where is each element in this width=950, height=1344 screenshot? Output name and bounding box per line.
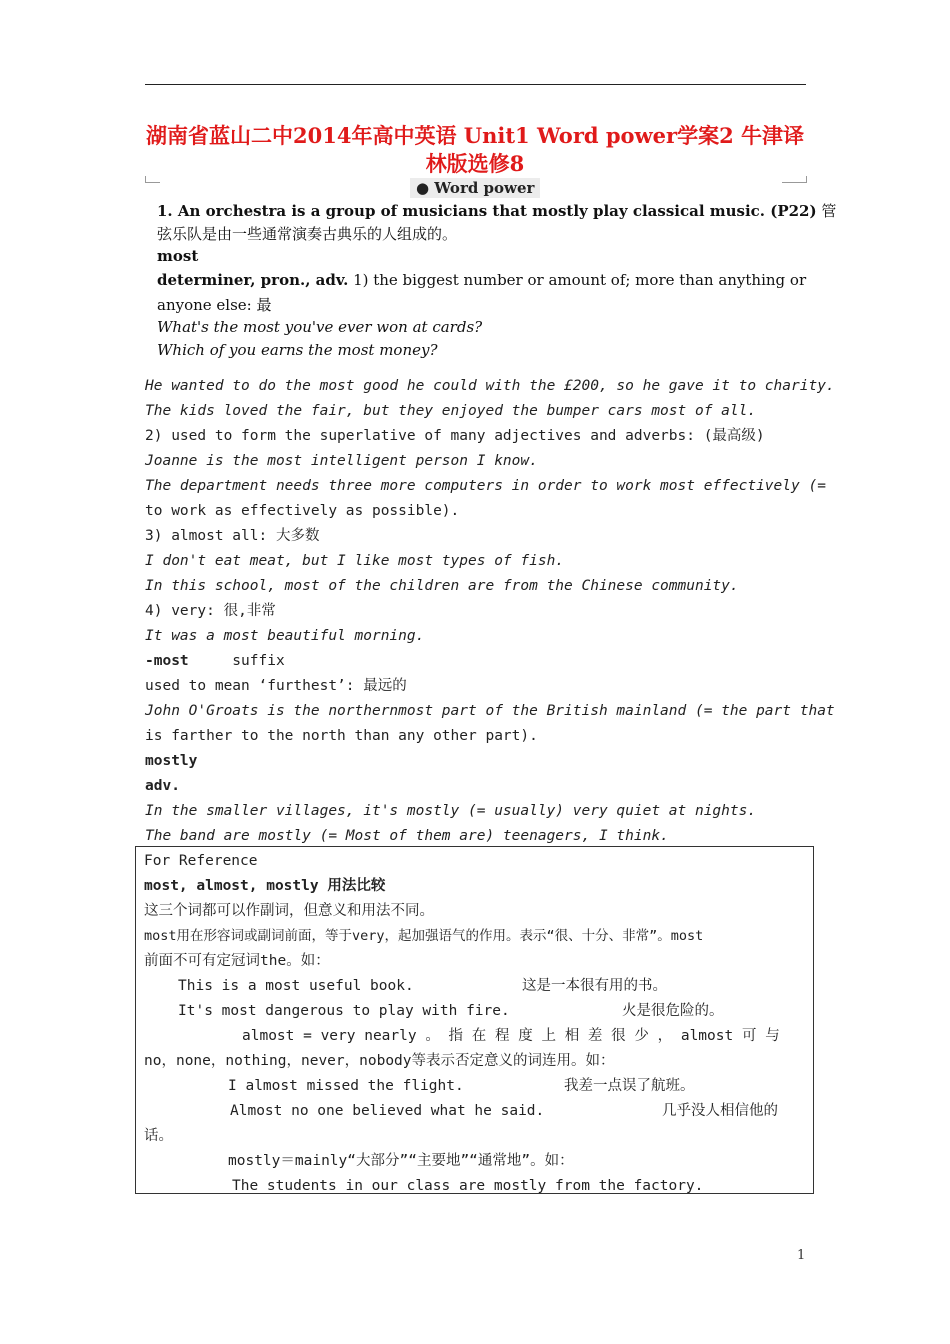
body-line-12	[145, 649, 807, 673]
margin-corner-right	[782, 176, 807, 183]
ref-example-5: The students in our class are mostly from the factory.	[232, 1178, 704, 1194]
body-line-17: adv.	[145, 778, 180, 794]
suffix-most: -most	[145, 653, 189, 669]
reference-box	[135, 846, 814, 1194]
body-line-11: It was a most beautiful morning.	[145, 628, 425, 644]
body-line-7: 3) almost all: 大多数	[145, 528, 320, 544]
ref-example-3-cn: 我差一点误了航班。	[564, 1078, 695, 1094]
definition-1-text: 1) the biggest number or amount of; more than anything or	[348, 271, 807, 289]
body-line-8: I don't eat meat, but I like most types of fish.	[145, 553, 565, 569]
definition-1-cont: anyone else: 最	[157, 296, 272, 314]
ref-line-8: almost = very nearly 。 指 在 程 度 上 相 差 很 少 ， almost 可 与	[242, 1028, 780, 1044]
top-rule	[145, 84, 806, 85]
ref-line-4: most用在形容词或副词前面，等于very，起加强语气的作用。表示“很、十分、非常”。most	[144, 928, 704, 944]
word-power-heading: ● Word power	[410, 178, 540, 198]
item1-line	[157, 200, 836, 221]
ref-example-2-cn: 火是很危险的。	[622, 1003, 724, 1019]
body-line-18: In the smaller villages, it's mostly (= usually) very quiet at nights.	[145, 803, 757, 819]
ref-example-3-en: I almost missed the flight.	[228, 1078, 464, 1094]
definition-1	[157, 271, 806, 289]
body-line-3: 2) used to form the superlative of many adjectives and adverbs: (最高级)	[145, 428, 765, 444]
ref-heading: For Reference	[144, 853, 258, 869]
example-2: Which of you earns the most money?	[157, 341, 438, 359]
body-line-4: Joanne is the most intelligent person I know.	[145, 453, 538, 469]
headword-most: most	[157, 247, 199, 265]
body-line-10: 4) very: 很,非常	[145, 603, 276, 619]
ref-line-9: no，none，nothing，never，nobody等表示否定意义的词连用。如：	[144, 1053, 615, 1069]
ref-line-12: 话。	[144, 1128, 173, 1144]
body-line-14: John O'Groats is the northernmost part of the British mainland (= the part that	[145, 703, 835, 719]
ref-example-2-en: It's most dangerous to play with fire.	[178, 1003, 510, 1019]
body-line-16: mostly	[145, 753, 198, 769]
body-line-1: He wanted to do the most good he could with the £200, so he gave it to charity.	[145, 378, 835, 394]
item1-translation: 弦乐队是由一些通常演奏古典乐的人组成的。	[157, 225, 458, 243]
item1-sentence: 1. An orchestra is a group of musicians that mostly play classical music. (P22)	[157, 202, 817, 220]
body-line-19: The band are mostly (= Most of them are) teenagers, I think.	[145, 828, 669, 844]
title-line-2: 林版选修8	[425, 151, 525, 176]
page-number: 1	[797, 1248, 806, 1263]
document-title	[140, 122, 810, 178]
body-line-13: used to mean ‘furthest’: 最远的	[145, 678, 407, 694]
ref-line-3: 这三个词都可以作副词，但意义和用法不同。	[144, 903, 434, 919]
item1-cn-start: 管	[821, 202, 837, 220]
margin-corner-left	[145, 176, 160, 183]
body-line-15: is farther to the north than any other part).	[145, 728, 538, 744]
ref-example-4-en: Almost no one believed what he said.	[230, 1103, 545, 1119]
suffix-label: suffix	[188, 653, 285, 669]
body-line-2: The kids loved the fair, but they enjoyed the bumper cars most of all.	[145, 403, 757, 419]
ref-title: most, almost, mostly 用法比较	[144, 878, 386, 894]
part-of-speech: determiner, pron., adv.	[157, 271, 349, 289]
ref-line-5: 前面不可有定冠词the。如：	[144, 953, 330, 969]
ref-example-4-cn: 几乎没人相信他的	[662, 1103, 778, 1119]
title-line-1: 湖南省蓝山二中2014年高中英语 Unit1 Word power学案2 牛津译	[146, 123, 804, 148]
ref-example-1-cn: 这是一本很有用的书。	[522, 978, 667, 994]
body-line-5: The department needs three more computers in order to work most effectively (=	[145, 478, 826, 494]
example-1: What's the most you've ever won at cards?	[157, 318, 483, 336]
body-line-6: to work as effectively as possible).	[145, 503, 460, 519]
ref-line-13: mostly＝mainly“大部分”“主要地”“通常地”。如：	[228, 1153, 574, 1169]
ref-example-1-en: This is a most useful book.	[178, 978, 414, 994]
body-line-9: In this school, most of the children are from the Chinese community.	[145, 578, 739, 594]
